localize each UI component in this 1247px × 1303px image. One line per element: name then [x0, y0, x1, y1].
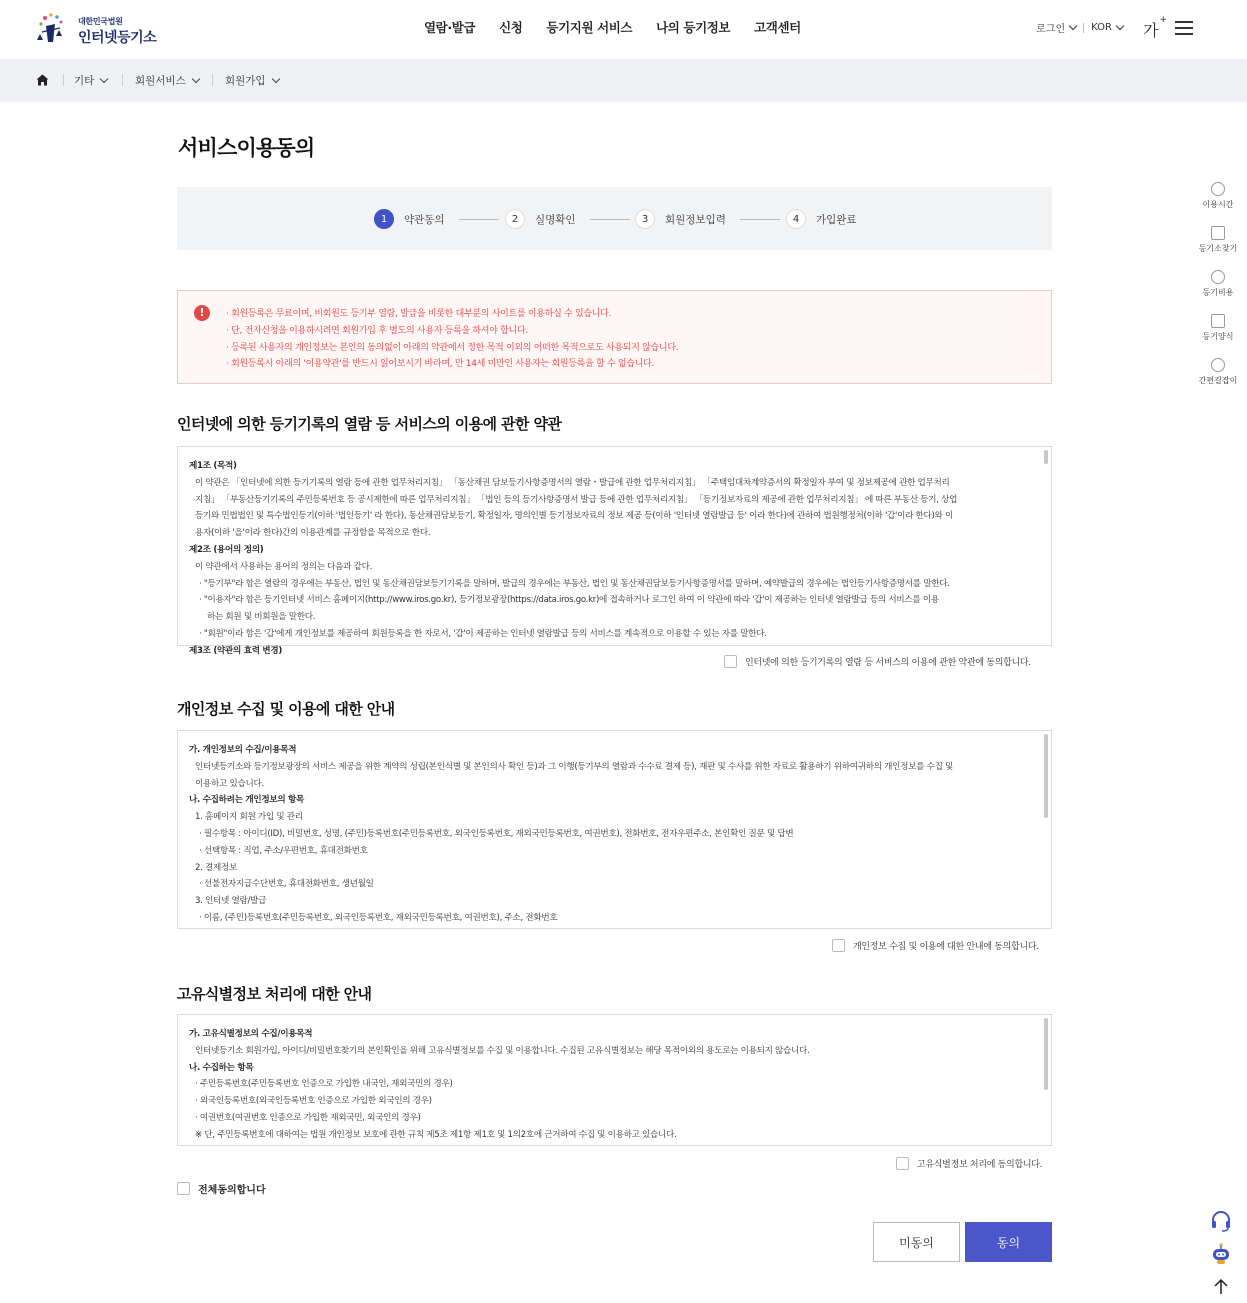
- content-line: 등기와 민법법인 및 특수법인등기(이하 '법인등기' 라 한다), 동산채권담보등기, 확정일자, 명의인별 등기정보자료의 정보 제공 등(이하 '인터넷 열람발급 등' 이라 한다)에 관하여 법원행정처(이하 '갑'이라 한다)와 이: [195, 511, 954, 522]
- step-terms: [374, 209, 499, 229]
- step-number: 1: [374, 209, 394, 229]
- step-number: 2: [505, 209, 525, 229]
- content-line: · "회원"이라 함은 '갑'에게 개인정보를 제공하여 회원등록을 한 자로서, '갑'이 제공하는 인터넷 열람발급 등의 서비스를 계속적으로 이용할 수 있는 자를 말한다.: [199, 628, 767, 639]
- step-number: 4: [786, 209, 806, 229]
- content-line: 3. 인터넷 열람/발급: [195, 896, 267, 907]
- notice-item: · 회원등록은 무료이며, 비회원도 등기부 열람, 발급을 비롯한 대부분의 사이트를 이용하실 수 있습니다.: [226, 309, 612, 319]
- quick-menu-label: 등기양식: [1202, 332, 1234, 341]
- content-heading: 제1조 (목적): [189, 461, 237, 471]
- step-label: 가입완료: [816, 213, 857, 226]
- content-line: 인터넷등기소와 등기정보광장의 서비스 제공을 위한 계약의 성립(본인식별 및 본인의사 확인 등)과 그 이행(등기부의 열람과 수수료 결제 등), 재판 및 수사를 위한 자료로 활용하기 위하여귀하의 개인정보를 수집 및: [195, 761, 954, 772]
- language-dropdown[interactable]: [1091, 22, 1123, 33]
- unique-id-agree-label: 고유식별정보 처리에 동의합니다.: [917, 1160, 1043, 1170]
- notice-item: · 회원등록시 아래의 '이용약관'를 반드시 읽어보시기 바라며, 만 14세 미만인 사용자는 회원등록을 할 수 없습니다.: [226, 359, 655, 370]
- content-line: · 선택항목 : 직업, 주소/우편번호, 휴대전화번호: [199, 845, 368, 856]
- hamburger-menu-icon[interactable]: [1175, 21, 1193, 35]
- court-emblem-icon: [36, 12, 74, 48]
- privacy-agree-label: 개인정보 수집 및 이용에 대한 안내에 동의합니다.: [853, 942, 1039, 952]
- divider: [122, 74, 123, 86]
- main-nav: [424, 18, 825, 36]
- content-line: · "등기부"라 함은 열람의 경우에는 부동산, 법인 및 동산채권담보등기기록을 말하며, 발급의 경우에는 부동산, 법인 및 동산채권담보등기사항증명서를 말하며, 예약발급의 경우에는 법인등기사항증명서를 말한다.: [199, 578, 950, 589]
- page-title: 서비스이용동의: [178, 136, 315, 160]
- breadcrumb-item-member-service[interactable]: [135, 73, 199, 88]
- content-line: 이 약관은 「인터넷에 의한 등기기록의 열람 등에 관한 업무처리지침」 「동산채권 담보등기사항증명서의 열람・발급에 관한 업무처리지침」 「주택임대차계약증서의 확정일자 부여 및 정보제공에 관한 업무처리: [195, 477, 950, 488]
- quick-menu-label: 등기소찾기: [1198, 244, 1238, 253]
- step-identity: [505, 209, 630, 229]
- font-size-label: 가: [1143, 21, 1159, 40]
- agree-all-checkbox[interactable]: [177, 1182, 190, 1195]
- breadcrumb-item-etc[interactable]: [74, 73, 107, 88]
- scrollbar[interactable]: [1044, 1018, 1048, 1090]
- notice-item: · 등록된 사용자의 개인정보는 본인의 동의없이 아래의 약관에서 정한 목적 이외의 어떠한 목적으로도 사용되지 않습니다.: [226, 342, 679, 353]
- content-line: ※ 단, 주민등록번호에 대하여는 법원 개인정보 보호에 관한 규칙 제5조 제1항 제1호 및 1의2호에 근거하여 수집 및 이용하고 있습니다.: [195, 1129, 677, 1140]
- step-connector: [740, 219, 780, 220]
- content-line: 용자(이하 '을'이라 한다)간의 이용관계를 규정함을 목적으로 한다.: [195, 528, 431, 539]
- agree-all-label: 전체동의합니다: [198, 1185, 266, 1196]
- quick-menu-hours[interactable]: [1194, 182, 1242, 210]
- nav-item-my-info[interactable]: 나의 등기정보: [656, 20, 731, 35]
- document-icon: [1211, 314, 1225, 328]
- content-heading: 나. 수집하는 항목: [189, 1062, 254, 1073]
- scrollbar[interactable]: [1044, 734, 1048, 818]
- notice-list: [226, 306, 678, 373]
- nav-item-support[interactable]: 등기지원 서비스: [546, 20, 633, 35]
- step-connector: [459, 219, 499, 220]
- step-label: 실명확인: [535, 213, 576, 226]
- font-size-button[interactable]: [1143, 14, 1168, 41]
- content-heading: 가. 개인정보의 수집/이용목적: [189, 745, 297, 755]
- login-dropdown[interactable]: [1036, 20, 1076, 35]
- step-label: 회원정보입력: [665, 213, 726, 226]
- quick-menu-find-office[interactable]: [1194, 226, 1242, 254]
- content-line: · 이름, (주민)등록번호(주민등록번호, 외국인등록번호, 재외국민등록번호, 여권번호), 주소, 전화번호: [199, 912, 558, 923]
- quick-menu-label: 등기비용: [1202, 288, 1234, 297]
- nav-item-view-issue[interactable]: 열람·발급: [424, 20, 476, 35]
- won-coin-icon: [1211, 270, 1225, 284]
- language-label: KOR: [1091, 22, 1112, 33]
- unique-id-agree-checkbox[interactable]: [896, 1157, 909, 1170]
- quick-menu-label: 간편길잡이: [1198, 376, 1238, 385]
- logo-title: 인터넷등기소: [78, 30, 157, 46]
- content-heading: 가. 고유식별정보의 수집/이용목적: [189, 1029, 313, 1039]
- nav-item-customer-center[interactable]: 고객센터: [754, 20, 801, 35]
- privacy-agree[interactable]: [832, 939, 1039, 952]
- agree-all[interactable]: [177, 1181, 266, 1196]
- breadcrumb-label: 회원가입: [225, 75, 266, 87]
- divider: [63, 74, 64, 86]
- unique-id-content: [189, 1026, 1029, 1144]
- step-label: 약관동의: [404, 213, 445, 226]
- content-line: · 선불전자지급수단번호, 휴대전화번호, 생년월일: [199, 879, 374, 890]
- breadcrumb-item-signup[interactable]: [225, 73, 279, 88]
- home-icon[interactable]: [36, 74, 49, 86]
- content-heading: 제2조 (용어의 정의): [189, 544, 264, 555]
- unique-id-scroll-box[interactable]: [177, 1014, 1052, 1146]
- chatbot-icon[interactable]: [1209, 1242, 1233, 1266]
- divider: [212, 74, 213, 86]
- divider: [1083, 23, 1084, 33]
- content-line: · 여권번호(여권번호 인증으로 가입한 재외국민, 외국인의 경우): [195, 1112, 421, 1123]
- unique-id-agree[interactable]: [896, 1157, 1042, 1170]
- privacy-scroll-box[interactable]: [177, 730, 1052, 929]
- quick-menu-guide[interactable]: [1194, 358, 1242, 386]
- content-heading: 나. 수집하려는 개인정보의 항목: [189, 795, 305, 806]
- privacy-content: [189, 742, 1029, 927]
- content-line: · 주민등록번호(주민등록번호 인증으로 가입한 내국인, 재외국민의 경우): [195, 1079, 453, 1090]
- content-line: · 외국인등록번호(외국인등록번호 인증으로 가입한 외국인의 경우): [195, 1096, 432, 1107]
- logo-subtitle: 대한민국법원: [78, 17, 123, 26]
- step-connector: [590, 219, 630, 220]
- content-line: 인터넷등기소 회원가입, 아이디/비밀번호찾기의 본인확인을 위해 고유식별정보를 수집 및 이용합니다. 수집된 고유식별정보는 해당 목적이외의 용도로는 이용되지 않습니다.: [195, 1045, 810, 1056]
- nav-item-apply[interactable]: 신청: [499, 20, 523, 35]
- content-line: 1. 홈페이지 회원 가입 및 관리: [195, 812, 303, 823]
- signup-notice: [177, 290, 1052, 384]
- content-line: · "이용자"라 함은 등기인터넷 서비스 홈페이지(http://www.iros.go.kr), 등기정보광장(https://data.iros.go.kr)에 접속하거나 로그인 하여 이 약관에 따라 '갑'이 제공하는 인터넷 열람발급 등의 서비스를 이용: [199, 595, 939, 606]
- content-line: · 필수항목 : 아이디(ID), 비밀번호, 성명, (주민)등록번호(주민등록번호, 외국인등록번호, 재외국민등록번호, 여권번호), 전화번호, 전자우편주소, 본인확인 질문 및 답변: [199, 828, 794, 839]
- quick-menu-label: 이용시간: [1202, 200, 1234, 209]
- chevron-down-icon: [271, 75, 279, 83]
- terms-agree-label: 인터넷에 의한 등기기록의 열람 등 서비스의 이용에 관한 약관에 동의합니다.: [745, 658, 1031, 668]
- privacy-agree-checkbox[interactable]: [832, 939, 845, 952]
- disagree-button[interactable]: 미동의: [873, 1222, 960, 1262]
- quick-menu-forms[interactable]: [1194, 314, 1242, 342]
- terms-content: [189, 458, 1029, 660]
- chevron-down-icon: [100, 75, 108, 83]
- arrow-up-icon[interactable]: [1212, 1278, 1230, 1296]
- map-icon: [1211, 226, 1225, 240]
- content-line: 2. 결제정보: [195, 862, 238, 873]
- notice-item: · 단, 전자신청을 이용하시려면 회원가입 후 별도의 사용자 등록을 하셔야 합니다.: [226, 325, 528, 336]
- terms-agree[interactable]: [724, 655, 1031, 668]
- content-line: 이 약관에서 사용하는 용어의 정의는 다음과 같다.: [195, 561, 373, 572]
- step-member-info: [635, 209, 780, 229]
- clock-icon: [1211, 182, 1225, 196]
- breadcrumb-label: 회원서비스: [135, 75, 186, 87]
- utility-menu: [1036, 20, 1123, 35]
- terms-scroll-box[interactable]: [177, 446, 1052, 656]
- terms-agree-checkbox[interactable]: [724, 655, 737, 668]
- warning-icon: !: [194, 305, 210, 321]
- headset-icon[interactable]: [1209, 1209, 1233, 1233]
- compass-icon: [1211, 358, 1225, 372]
- chevron-down-icon: [1116, 22, 1124, 30]
- unique-id-title: 고유식별정보 처리에 대한 안내: [177, 985, 372, 1003]
- signup-steps: [177, 187, 1052, 250]
- breadcrumb-label: 기타: [74, 75, 95, 87]
- chevron-down-icon: [191, 75, 199, 83]
- agree-button[interactable]: 동의: [965, 1222, 1052, 1262]
- scrollbar[interactable]: [1044, 450, 1048, 464]
- privacy-title: 개인정보 수집 및 이용에 대한 안내: [177, 700, 395, 718]
- chevron-down-icon: [1069, 22, 1077, 30]
- content-line: 하는 회원 및 비회원을 말한다.: [207, 612, 316, 623]
- content-line: 이용하고 있습니다.: [195, 778, 264, 789]
- site-header: [0, 0, 1247, 59]
- site-logo[interactable]: [36, 10, 166, 50]
- step-complete: [786, 209, 857, 229]
- login-label: 로그인: [1036, 24, 1066, 35]
- step-number: 3: [635, 209, 655, 229]
- font-plus-label: +: [1159, 14, 1168, 25]
- quick-menu-fees[interactable]: [1194, 270, 1242, 298]
- content-heading: 제3조 (약관의 효력 변경): [189, 645, 283, 656]
- breadcrumb: [0, 59, 1247, 102]
- content-line: 지침」 「부동산등기기록의 주민등록번호 등 공시제한에 따른 업무처리지침」 「법인 등의 등기사항증명서 발급 등에 관한 업무처리지침」 「등기정보자료의 제공에 관한 업무처리지침」 에 따른 부동산 등기, 상업: [195, 494, 958, 505]
- terms-title: 인터넷에 의한 등기기록의 열람 등 서비스의 이용에 관한 약관: [177, 415, 562, 433]
